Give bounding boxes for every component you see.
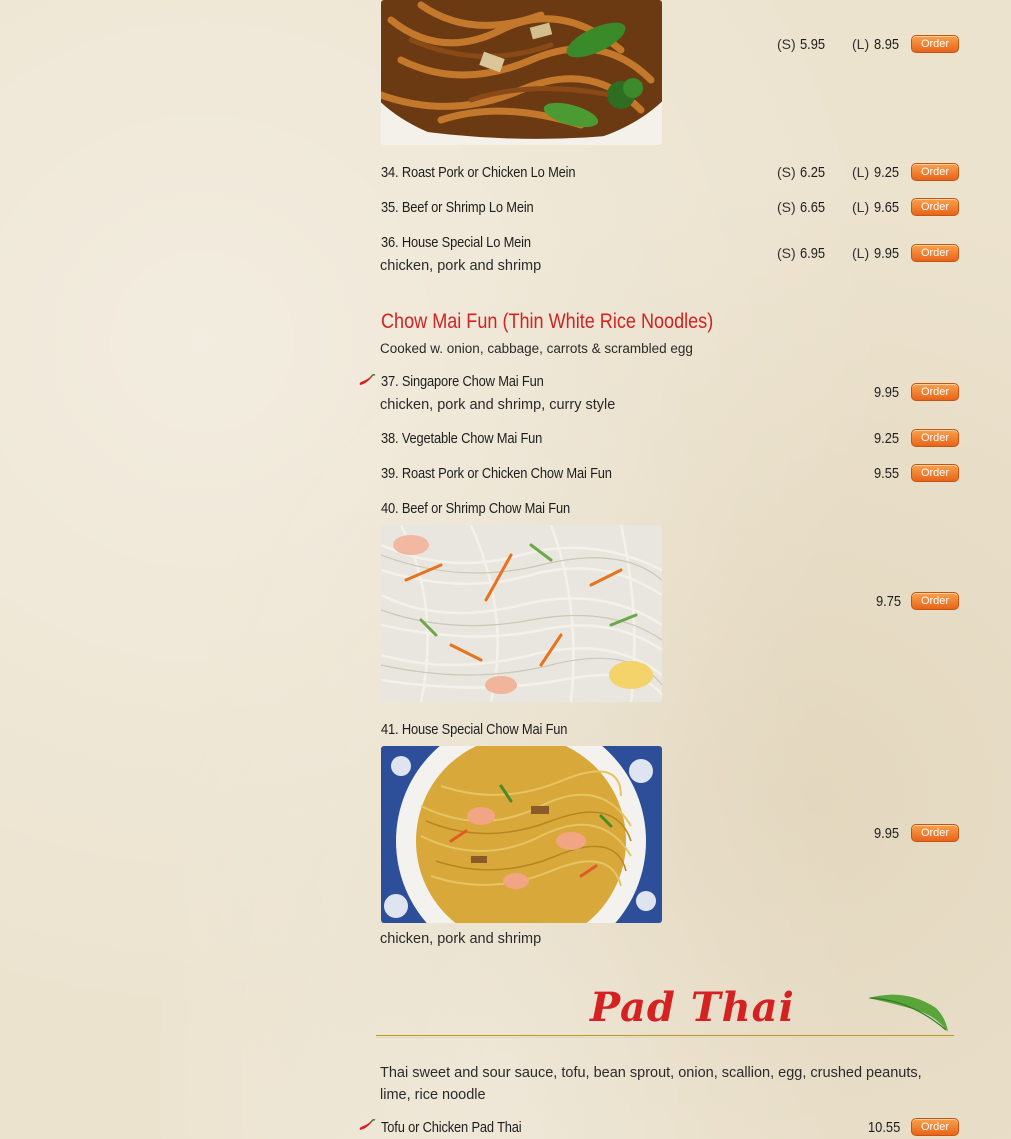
item-36-large-price xyxy=(852,245,903,263)
item-name: 35. Beef or Shrimp Lo Mein xyxy=(381,199,534,216)
large-price: 9.65 xyxy=(873,199,899,216)
order-button[interactable]: Order xyxy=(911,163,959,181)
large-price: 8.95 xyxy=(873,36,899,53)
section-title: Pad Thai xyxy=(590,984,795,1031)
item-name: 39. Roast Pork or Chicken Chow Mai Fun xyxy=(381,465,612,482)
house-special-chow-mai-fun-photo xyxy=(381,746,662,923)
section-subtitle: Cooked w. onion, cabbage, carrots & scrambled egg xyxy=(380,341,693,356)
price: 9.95 xyxy=(874,384,900,401)
lo-mein-photo xyxy=(381,0,662,145)
item-description: chicken, pork and shrimp, curry style xyxy=(380,397,616,413)
item-price xyxy=(874,465,903,483)
small-size-label: (S) xyxy=(777,36,796,52)
price: 9.95 xyxy=(874,825,900,842)
item-36-small-price xyxy=(777,245,829,263)
large-size-label: (L) xyxy=(852,245,870,261)
item-price xyxy=(874,384,903,402)
price: 9.75 xyxy=(876,593,902,610)
item-name: 36. House Special Lo Mein xyxy=(381,234,531,251)
large-size-label: (L) xyxy=(852,199,870,215)
order-button[interactable]: Order xyxy=(911,824,959,842)
chow-mai-fun-photo xyxy=(381,525,662,702)
section-title: Chow Mai Fun (Thin White Rice Noodles) xyxy=(381,310,714,333)
chili-pepper-icon xyxy=(358,373,376,387)
order-button[interactable]: Order xyxy=(911,1118,959,1136)
item-35-large-price xyxy=(852,199,903,217)
item-name: 37. Singapore Chow Mai Fun xyxy=(381,373,544,390)
order-button[interactable]: Order xyxy=(911,383,959,401)
item-name: 41. House Special Chow Mai Fun xyxy=(381,721,568,738)
item-price xyxy=(868,1119,906,1137)
order-button[interactable]: Order xyxy=(911,592,959,610)
order-button[interactable]: Order xyxy=(911,35,959,53)
item-34-small-price xyxy=(777,164,829,182)
small-price: 6.25 xyxy=(800,164,826,181)
order-button[interactable]: Order xyxy=(911,198,959,216)
small-size-label: (S) xyxy=(777,199,796,215)
large-size-label: (L) xyxy=(852,36,870,52)
item-33-large-price xyxy=(852,36,903,54)
item-price xyxy=(874,825,903,843)
item-35-small-price xyxy=(777,199,829,217)
small-price: 5.95 xyxy=(800,36,826,53)
item-description: chicken, pork and shrimp xyxy=(380,931,542,947)
price: 9.55 xyxy=(874,465,900,482)
small-price: 6.95 xyxy=(800,245,826,262)
item-price xyxy=(874,430,903,448)
order-button[interactable]: Order xyxy=(911,464,959,482)
price: 10.55 xyxy=(868,1119,901,1136)
section-subtitle: Thai sweet and sour sauce, tofu, bean sprout, onion, scallion, egg, crushed peanuts, lime, rice noodle xyxy=(380,1065,922,1103)
small-price: 6.65 xyxy=(800,199,826,216)
large-size-label: (L) xyxy=(852,164,870,180)
item-name: 38. Vegetable Chow Mai Fun xyxy=(381,430,543,447)
item-name: Tofu or Chicken Pad Thai xyxy=(381,1119,522,1136)
item-34-large-price xyxy=(852,164,903,182)
small-size-label: (S) xyxy=(777,245,796,261)
small-size-label: (S) xyxy=(777,164,796,180)
item-name: 34. Roast Pork or Chicken Lo Mein xyxy=(381,164,576,181)
price: 9.25 xyxy=(874,430,900,447)
item-33-small-price xyxy=(777,36,829,54)
large-price: 9.25 xyxy=(873,164,899,181)
large-price: 9.95 xyxy=(873,245,899,262)
order-button[interactable]: Order xyxy=(911,244,959,262)
item-description: chicken, pork and shrimp xyxy=(380,258,542,274)
leaf-icon xyxy=(866,988,952,1036)
section-divider xyxy=(376,1035,954,1036)
item-price xyxy=(876,593,905,611)
order-button[interactable]: Order xyxy=(911,429,959,447)
chili-pepper-icon xyxy=(358,1118,376,1132)
item-name: 40. Beef or Shrimp Chow Mai Fun xyxy=(381,500,570,517)
